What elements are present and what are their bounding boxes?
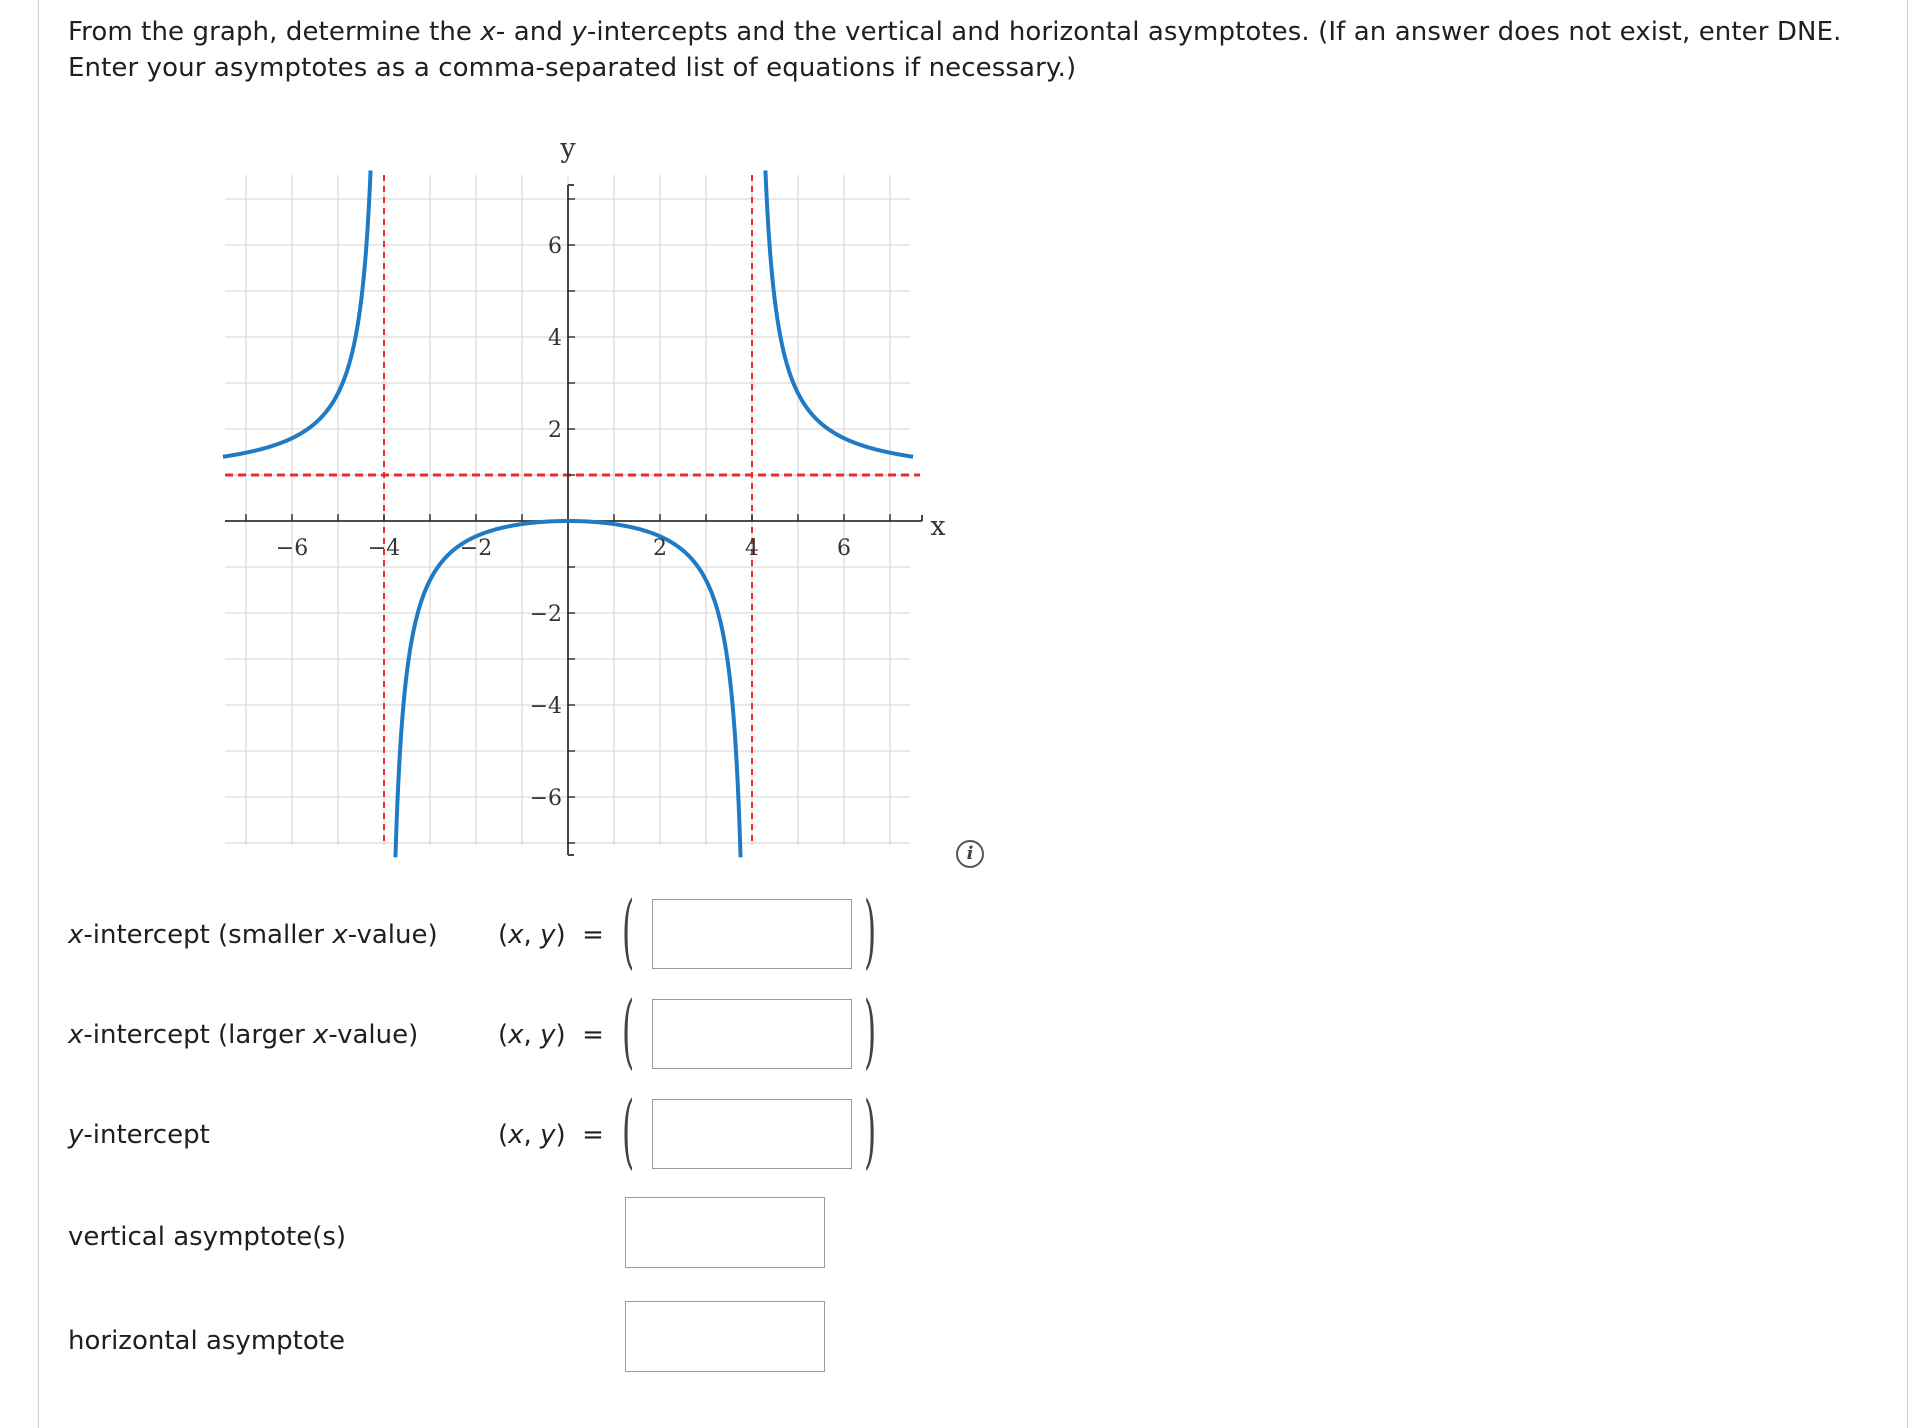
question-y-var: y xyxy=(571,17,587,47)
function-curve-branch xyxy=(223,170,371,456)
label-text: -intercept xyxy=(83,1120,210,1150)
label-text: -intercept (larger xyxy=(83,1020,314,1050)
x-tick-label: −6 xyxy=(275,536,309,561)
label-x-var: x xyxy=(68,920,84,950)
xy-y: y xyxy=(540,1020,556,1050)
open-paren: ( xyxy=(622,885,635,979)
question-text xyxy=(68,14,1868,86)
close-paren: ) xyxy=(864,985,877,1079)
xy-label xyxy=(498,918,604,952)
x-axis-label: x xyxy=(930,511,946,542)
xy-comma: , xyxy=(523,1020,541,1050)
y-tick-label: 4 xyxy=(548,326,562,351)
y-tick-label: −6 xyxy=(529,786,562,811)
x-tick-label: −2 xyxy=(459,536,493,561)
label-text: -value) xyxy=(347,920,438,950)
label-xint-larger xyxy=(68,1018,418,1052)
xy-y: y xyxy=(540,920,556,950)
question-mid: - and xyxy=(495,17,572,47)
label-x-var: x xyxy=(332,920,348,950)
question-suffix: -intercepts and the vertical and horizontal asymptotes. (If an answer does not exist, enter DNE. xyxy=(586,17,1842,47)
x-tick-label: 2 xyxy=(653,536,667,561)
close-paren: ) xyxy=(864,1085,877,1179)
xy-x: x xyxy=(508,1020,524,1050)
y-tick-label: 6 xyxy=(548,234,562,259)
equals-sign: = xyxy=(582,1020,604,1050)
xy-open: ( xyxy=(498,1120,509,1150)
open-paren: ( xyxy=(622,1085,635,1179)
vertical-asymptote-input[interactable] xyxy=(625,1197,825,1268)
label-xint-smaller xyxy=(68,918,438,952)
xy-close: ) xyxy=(555,920,566,950)
info-icon[interactable]: i xyxy=(956,840,984,868)
label-text: -value) xyxy=(328,1020,419,1050)
xy-label xyxy=(498,1018,604,1052)
label-horizontal-asymptote: horizontal asymptote xyxy=(68,1326,345,1356)
horizontal-asymptote-input[interactable] xyxy=(625,1301,825,1372)
label-x-var: x xyxy=(313,1020,329,1050)
label-y-var: y xyxy=(68,1120,84,1150)
function-graph xyxy=(210,125,950,885)
xy-open: ( xyxy=(498,920,509,950)
y-tick-label: −2 xyxy=(529,602,562,627)
x-tick-label: −4 xyxy=(367,536,401,561)
label-yint xyxy=(68,1118,210,1152)
open-paren: ( xyxy=(622,985,635,1079)
xy-comma: , xyxy=(523,1120,541,1150)
y-axis-label: y xyxy=(560,133,576,164)
label-vertical-asymptotes: vertical asymptote(s) xyxy=(68,1222,347,1252)
xint-larger-input[interactable] xyxy=(652,999,852,1069)
xy-x: x xyxy=(508,920,524,950)
tick-labels xyxy=(276,133,946,811)
xy-open: ( xyxy=(498,1020,509,1050)
close-paren: ) xyxy=(864,885,877,979)
xy-close: ) xyxy=(555,1120,566,1150)
y-tick-label: −4 xyxy=(529,694,562,719)
xy-comma: , xyxy=(523,920,541,950)
equals-sign: = xyxy=(582,1120,604,1150)
question-x-var: x xyxy=(480,17,496,47)
equals-sign: = xyxy=(582,920,604,950)
asymptote-lines xyxy=(225,175,920,845)
xy-y: y xyxy=(540,1120,556,1150)
xint-smaller-input[interactable] xyxy=(652,899,852,969)
xy-label xyxy=(498,1118,604,1152)
xy-close: ) xyxy=(555,1020,566,1050)
label-x-var: x xyxy=(68,1020,84,1050)
y-tick-label: 2 xyxy=(548,418,562,443)
xy-x: x xyxy=(508,1120,524,1150)
yint-input[interactable] xyxy=(652,1099,852,1169)
label-text: -intercept (smaller xyxy=(83,920,333,950)
x-tick-label: 6 xyxy=(837,536,851,561)
question-line2: Enter your asymptotes as a comma-separated list of equations if necessary.) xyxy=(68,53,1077,83)
function-curve-branch xyxy=(765,170,913,456)
x-tick-label: 4 xyxy=(745,536,759,561)
question-prefix: From the graph, determine the xyxy=(68,17,481,47)
